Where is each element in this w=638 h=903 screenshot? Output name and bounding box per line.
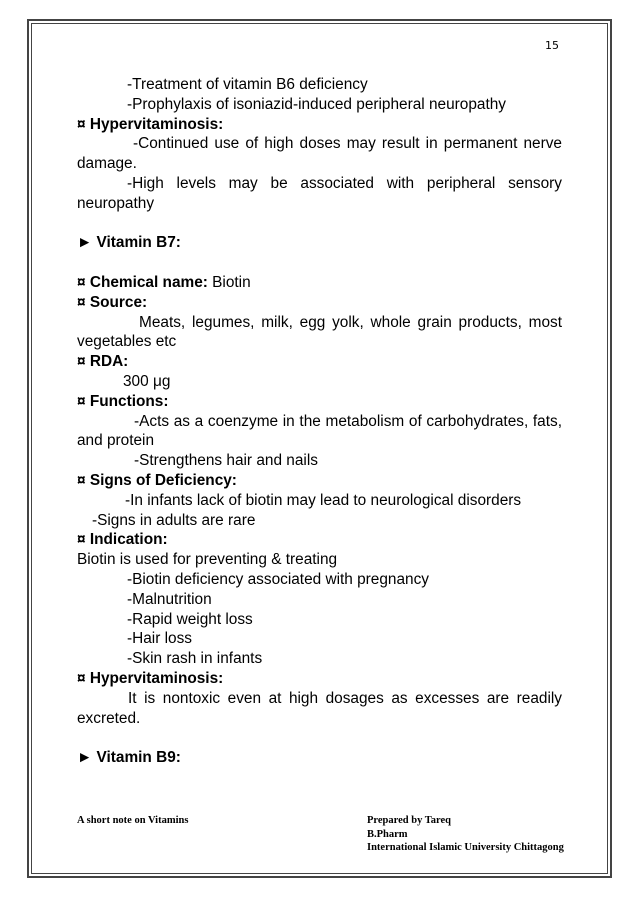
b6-treatment-line: -Treatment of vitamin B6 deficiency (127, 76, 368, 93)
b6-hypervitaminosis-text-1: -Continued use of high doses may result in permanent nerve damage. (77, 135, 562, 173)
spacer (77, 214, 562, 234)
deficiency-heading: ¤ Signs of Deficiency: (77, 471, 237, 489)
functions-text-1: -Acts as a coenzyme in the metabolism of carbohydrates, fats, and protein (77, 412, 562, 450)
indication-item: -Rapid weight loss (127, 610, 253, 628)
footer-author-block (367, 814, 564, 855)
footer-degree: B.Pharm (367, 828, 408, 840)
functions-heading: ¤ Functions: (77, 392, 169, 410)
indication-intro: Biotin is used for preventing & treating (77, 551, 338, 569)
indication-item: -Malnutrition (127, 590, 212, 608)
chemical-name-line (77, 273, 562, 293)
b7-hypervitaminosis-text: It is nontoxic even at high dosages as excesses are readily excreted. (77, 689, 562, 727)
spacer (77, 253, 562, 273)
indication-heading: ¤ Indication: (77, 531, 168, 549)
indication-item: -Hair loss (127, 630, 192, 648)
vitamin-b9-heading: ► Vitamin B9: (77, 749, 181, 767)
b7-hypervitaminosis-heading: ¤ Hypervitaminosis: (77, 669, 224, 687)
b6-hypervitaminosis-text-2: -High levels may be associated with peripheral sensory neuropathy (77, 174, 562, 212)
deficiency-text-2: -Signs in adults are rare (92, 511, 256, 529)
footer-author: Prepared by Tareq (367, 815, 452, 826)
document-body (77, 75, 562, 768)
indication-item: -Biotin deficiency associated with pregnancy (127, 570, 429, 588)
source-heading: ¤ Source: (77, 293, 148, 311)
rda-value: 300 μg (123, 372, 171, 390)
footer-institution: International Islamic University Chittagong (367, 842, 564, 853)
chemical-name-label: ¤ Chemical name: (77, 273, 208, 291)
vitamin-b7-heading: ► Vitamin B7: (77, 234, 181, 252)
footer-title: A short note on Vitamins (77, 815, 189, 826)
page-number: 15 (545, 39, 559, 52)
rda-heading: ¤ RDA: (77, 353, 129, 371)
b6-prophylaxis-line: -Prophylaxis of isoniazid-induced peripheral neuropathy (127, 95, 507, 113)
indication-item: -Skin rash in infants (127, 650, 263, 668)
b6-hypervitaminosis-heading: ¤ Hypervitaminosis: (77, 115, 224, 133)
source-text: Meats, legumes, milk, egg yolk, whole grain products, most vegetables etc (77, 313, 562, 351)
chemical-name-value: Biotin (212, 273, 251, 291)
functions-text-2: -Strengthens hair and nails (134, 452, 318, 470)
spacer (77, 728, 562, 748)
deficiency-text-1: -In infants lack of biotin may lead to neurological disorders (125, 491, 522, 509)
